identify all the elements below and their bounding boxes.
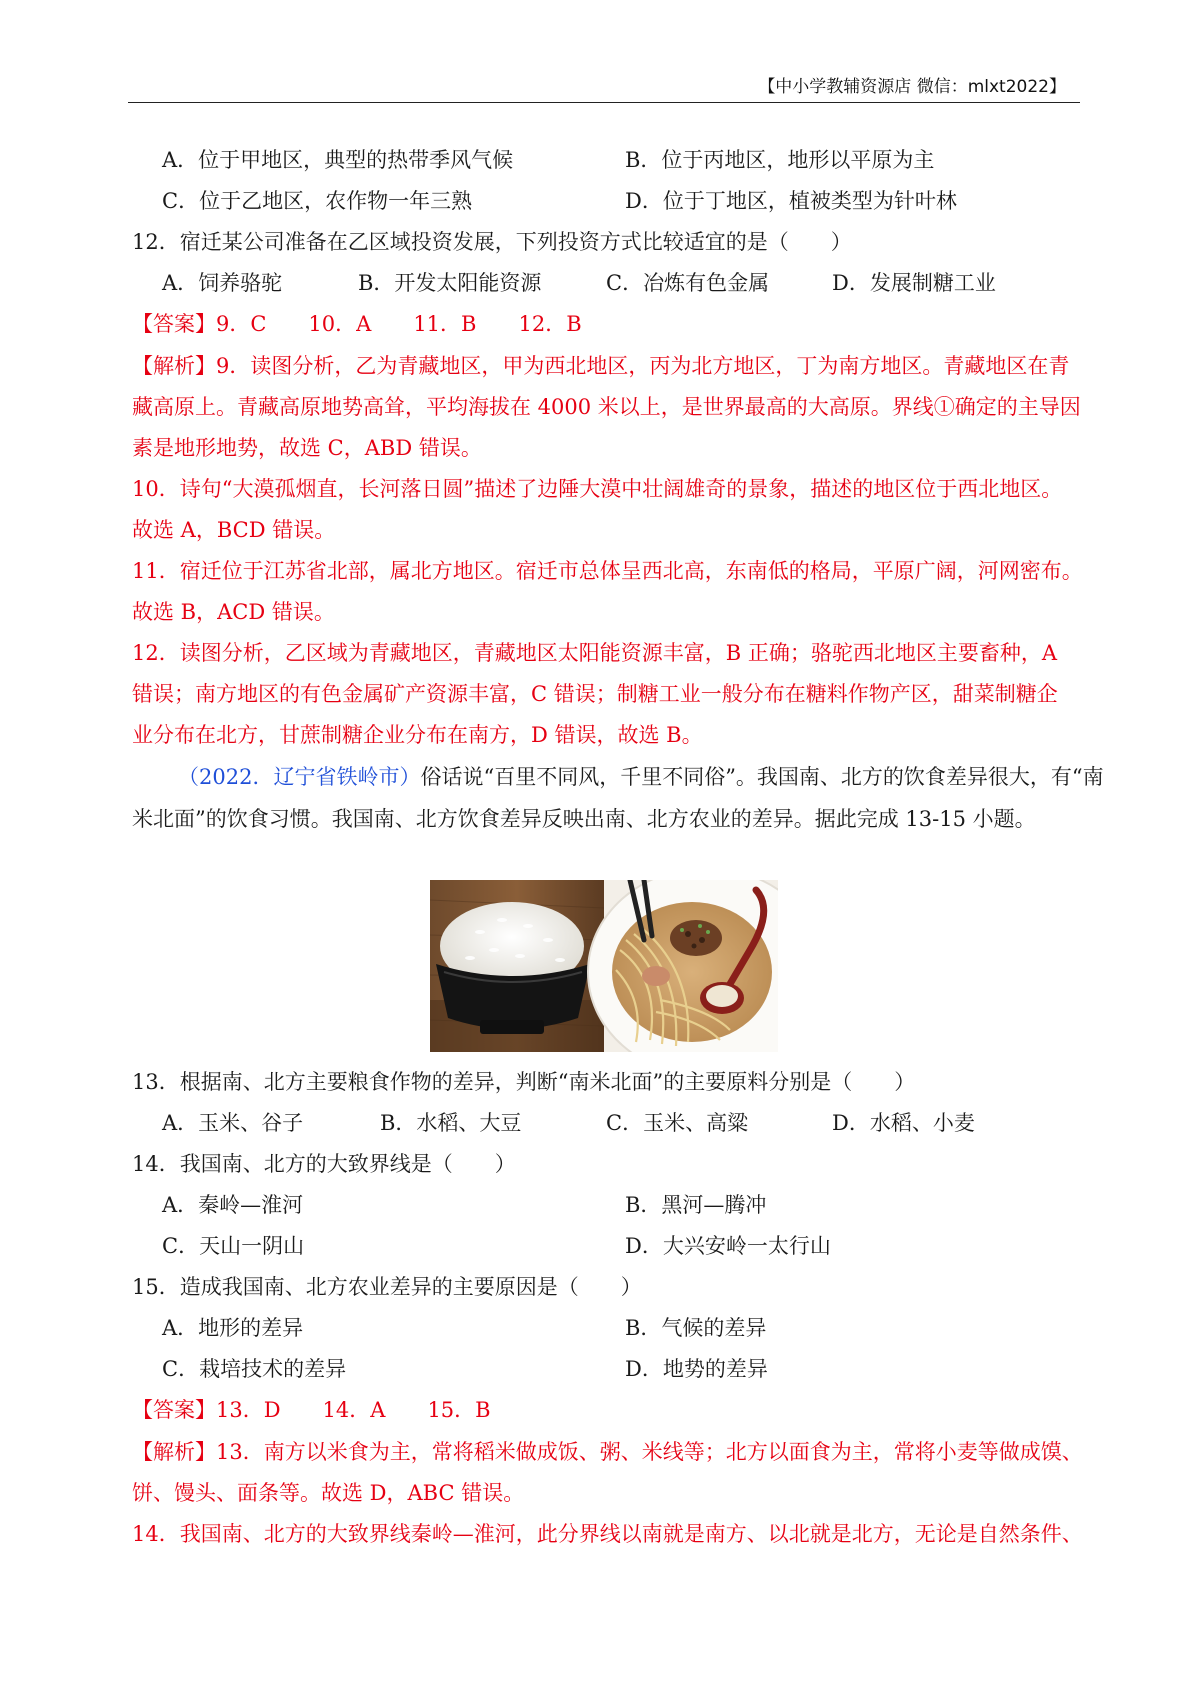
q11-option-d: D．位于丁地区，植被类型为针叶林 [625, 189, 957, 213]
q14-option-a: A．秦岭—淮河 [162, 1193, 304, 1217]
analysis-text: 9．读图分析，乙为青藏地区，甲为西北地区，丙为北方地区，丁为南方地区。青藏地区在青 [216, 354, 1070, 378]
q13-stem: 13．根据南、北方主要粮食作物的差异，判断“南米北面”的主要原料分别是（ ） [132, 1070, 916, 1094]
q15-option-b: B．气候的差异 [625, 1316, 767, 1340]
food-photo [430, 880, 778, 1052]
analysis-12-line-3: 业分布在北方，甘蔗制糖企业分布在南方，D 错误，故选 B。 [132, 723, 703, 747]
analysis-12-line-2: 错误；南方地区的有色金属矿产资源丰富，C 错误；制糖工业一般分布在糖料作物产区，甜菜制糖企 [132, 682, 1058, 706]
analysis-13-line-1 [132, 1437, 1083, 1467]
q15-stem: 15．造成我国南、北方农业差异的主要原因是（ ） [132, 1275, 642, 1299]
q12-option-d: D．发展制糖工业 [832, 271, 996, 295]
passage-line-1 [178, 762, 1104, 792]
analysis-9-line-1 [132, 351, 1069, 381]
q14-option-b: B．黑河—腾冲 [625, 1193, 767, 1217]
analysis-10-line-1: 10．诗句“大漠孤烟直，长河落日圆”描述了边陲大漠中壮阔雄奇的景象，描述的地区位于西北地区。 [132, 477, 1063, 501]
page-header [128, 62, 1080, 103]
answer-label: 【答案】 [132, 1398, 216, 1422]
analysis-14-line-1: 14．我国南、北方的大致界线秦岭—淮河，此分界线以南就是南方、以北就是北方，无论是自然条件、 [132, 1522, 1083, 1546]
analysis-13-line-2: 饼、馒头、面条等。故选 D，ABC 错误。 [132, 1481, 525, 1505]
analysis-10-line-2: 故选 A，BCD 错误。 [132, 518, 336, 542]
analysis-label: 【解析】 [132, 354, 216, 378]
q12-option-a: A．饲养骆驼 [162, 271, 283, 295]
answer-block-1 [132, 309, 582, 339]
q13-option-a: A．玉米、谷子 [162, 1111, 304, 1135]
q12-option-c: C．冶炼有色金属 [606, 271, 770, 295]
passage-text: 俗话说“百里不同风，千里不同俗”。我国南、北方的饮食差异很大，有“南 [420, 765, 1104, 789]
q14-stem: 14．我国南、北方的大致界线是（ ） [132, 1152, 516, 1176]
answer-block-2 [132, 1395, 491, 1425]
analysis-11-line-1: 11．宿迁位于江苏省北部，属北方地区。宿迁市总体呈西北高，东南低的格局，平原广阔，河网密布。 [132, 559, 1083, 583]
analysis-label: 【解析】 [132, 1440, 216, 1464]
analysis-9-line-2: 藏高原上。青藏高原地势高耸，平均海拔在 4000 米以上，是世界最高的大高原。界线①确定的主导因 [132, 395, 1081, 419]
q15-option-d: D．地势的差异 [625, 1357, 768, 1381]
q12-option-b: B．开发太阳能资源 [358, 271, 542, 295]
q15-option-a: A．地形的差异 [162, 1316, 304, 1340]
q11-option-a: A．位于甲地区，典型的热带季风气候 [162, 148, 514, 172]
header-text: 【中小学教辅资源店 微信：mlxt2022】 [758, 77, 1066, 97]
q14-option-d: D．大兴安岭一太行山 [625, 1234, 831, 1258]
analysis-11-line-2: 故选 B，ACD 错误。 [132, 600, 335, 624]
q13-option-d: D．水稻、小麦 [832, 1111, 975, 1135]
rice-and-noodles-image [430, 880, 778, 1052]
passage-line-2: 米北面”的饮食习惯。我国南、北方饮食差异反映出南、北方农业的差异。据此完成 13-15 小题。 [132, 807, 1036, 831]
q11-option-c: C．位于乙地区，农作物一年三熟 [162, 189, 473, 213]
answer-text: 9．C 10．A 11．B 12．B [216, 312, 582, 336]
q14-option-c: C．天山一阴山 [162, 1234, 305, 1258]
analysis-12-line-1: 12．读图分析，乙区域为青藏地区，青藏地区太阳能资源丰富，B 正确；骆驼西北地区主要畜种，A [132, 641, 1057, 665]
passage-source: （2022．辽宁省铁岭市） [178, 765, 421, 789]
analysis-9-line-3: 素是地形地势，故选 C，ABD 错误。 [132, 436, 482, 460]
analysis-text: 13．南方以米食为主，常将稻米做成饭、粥、米线等；北方以面食为主，常将小麦等做成馍、 [216, 1440, 1083, 1464]
q15-option-c: C．栽培技术的差异 [162, 1357, 347, 1381]
q12-stem: 12．宿迁某公司准备在乙区域投资发展，下列投资方式比较适宜的是（ ） [132, 230, 852, 254]
q13-option-b: B．水稻、大豆 [380, 1111, 522, 1135]
answer-label: 【答案】 [132, 312, 216, 336]
answer-text: 13．D 14．A 15．B [216, 1398, 491, 1422]
q13-option-c: C．玉米、高粱 [606, 1111, 749, 1135]
q11-option-b: B．位于丙地区，地形以平原为主 [625, 148, 935, 172]
